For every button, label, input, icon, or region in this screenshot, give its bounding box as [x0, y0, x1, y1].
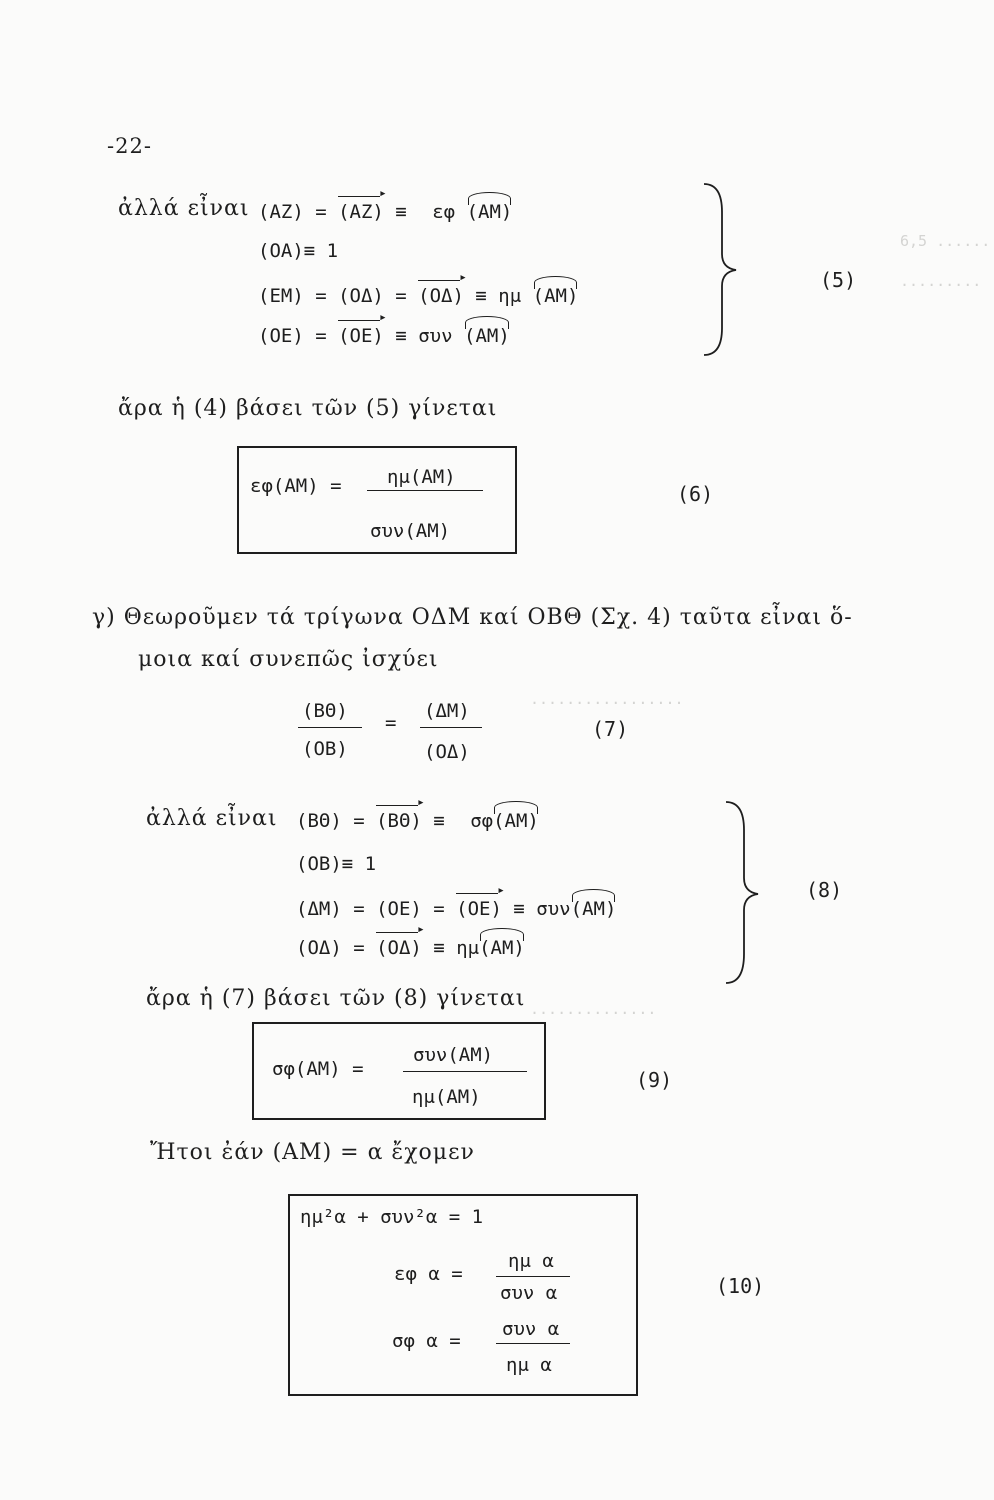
eq7-numerator-2: (ΔM) — [424, 700, 470, 722]
page-number: -22- — [107, 134, 152, 158]
eq7-fraction-bar-2 — [420, 727, 482, 728]
box6-lhs — [250, 475, 342, 497]
box10-cot-numerator: συν α — [502, 1318, 560, 1340]
box10-tan-numerator: ημ α — [508, 1250, 554, 1272]
block5-line-1-lhs: (AZ) = — [258, 201, 327, 223]
block8-line-4-lhs: (OΔ) = — [296, 937, 365, 959]
box10-tan-lhs: εφ α = — [394, 1263, 463, 1285]
block5-line-1-func: εφ — [432, 201, 456, 223]
box9-numerator: συν(AM) — [413, 1044, 494, 1066]
block8-line-1-arc: (AM) — [493, 810, 539, 832]
block5-line-1-vector: (AZ) ▸ — [338, 201, 384, 223]
block5-line-4-arc: (AM) — [464, 325, 510, 347]
block5-line-3-func: ημ — [498, 285, 522, 307]
box10-cot-fraction-bar — [496, 1343, 570, 1344]
block5-line-4-func: συν — [418, 325, 453, 347]
eq7-equals: = — [385, 712, 397, 734]
equation-label-7: (7) — [592, 717, 629, 741]
box6-denominator: συν(AM) — [370, 520, 451, 542]
block5-line-3 — [258, 285, 578, 307]
box10-tan-denominator: συν α — [500, 1282, 558, 1304]
block8-line-1-func: σφ — [470, 810, 494, 832]
equation-label-10: (10) — [716, 1274, 765, 1298]
block8-line-3-vector: (OE) ▸ — [456, 898, 502, 920]
show-through-text: 6,5 ...... — [900, 232, 991, 250]
paragraph-gamma-line-2: μοια καί συνεπῶς ἰσχύει — [138, 647, 439, 672]
equation-label-8: (8) — [806, 878, 843, 902]
block8-line-3-equiv: ≡ — [513, 898, 525, 920]
block8-line-1-lhs: (BΘ) = — [296, 810, 365, 832]
block8-line-3-lhs: (ΔM) = (OE) = — [296, 898, 445, 920]
block8-line-4-equiv: ≡ — [433, 937, 445, 959]
block8-line-4-vector: (OΔ) ▸ — [376, 937, 422, 959]
box10-cot-lhs: σφ α = — [392, 1330, 461, 1352]
block5-line-4-equiv: ≡ — [395, 325, 407, 347]
block8-line-4-func: ημ — [456, 937, 480, 959]
box6-lhs-text: εφ(AM) = — [250, 475, 342, 497]
equation-label-5: (5) — [820, 268, 857, 292]
block5-line-3-arc: (AM) — [532, 285, 579, 307]
block8-line-1-vector: (BΘ) ▸ — [376, 810, 422, 832]
right-brace-5 — [700, 182, 740, 357]
block5-line-4-lhs: (OE) = — [258, 325, 327, 347]
step6-text: ἄρα ἡ (4) βάσει τῶν (5) γίνεται — [118, 396, 498, 421]
block5-line-1-equiv: ≡ — [395, 201, 407, 223]
eq7-denominator-2: (OΔ) — [424, 741, 470, 763]
show-through-text: ......... — [900, 272, 982, 290]
show-through-text: ................. — [530, 690, 684, 708]
show-through-text: .............. — [530, 1000, 657, 1018]
step9-text: ἄρα ἡ (7) βάσει τῶν (8) γίνεται — [146, 986, 526, 1011]
block8-line-3-func: συν — [536, 898, 571, 920]
block8-line-3 — [296, 898, 616, 920]
eq7-denominator-1: (OB) — [302, 738, 348, 760]
box10-identity: ημ²α + συν²α = 1 — [300, 1206, 484, 1228]
eq7-fraction-bar-1 — [298, 727, 362, 728]
box9-fraction-bar — [403, 1071, 527, 1072]
block5-line-3-equiv: ≡ — [475, 285, 487, 307]
paragraph-gamma-line-1: γ) Θεωροῦμεν τά τρίγωνα ΟΔΜ καί ΟΒΘ (Σχ. 4) ταῦτα εἶναι ὅ- — [92, 605, 853, 630]
block5-line-4-vector: (OE) ▸ — [338, 325, 384, 347]
step10-text: Ἤτοι ἐάν (AM) = α ἔχομεν — [150, 1140, 475, 1165]
box6-fraction-bar — [367, 490, 483, 491]
block5-line-3-lhs: (EM) = (OΔ) = — [258, 285, 407, 307]
block5-line-1 — [258, 201, 512, 223]
block5-intro: ἀλλά εἶναι — [118, 196, 250, 221]
block8-line-3-arc: (AM) — [570, 898, 617, 920]
block8-line-2: (OB)≡ 1 — [296, 853, 377, 875]
right-brace-8 — [722, 800, 762, 985]
box9-lhs: σφ(AM) = — [272, 1058, 364, 1080]
block5-line-2: (OA)≡ 1 — [258, 240, 339, 262]
box6-numerator: ημ(AM) — [387, 466, 456, 488]
block8-line-4 — [296, 937, 525, 959]
block5-line-3-vector: (OΔ) ▸ — [418, 285, 464, 307]
equation-label-9: (9) — [636, 1068, 673, 1092]
block5-line-1-arc: (AM) — [466, 201, 513, 223]
block8-line-4-arc: (AM) — [479, 937, 525, 959]
eq7-numerator-1: (BΘ) — [302, 700, 348, 722]
box9-denominator: ημ(AM) — [412, 1086, 481, 1108]
equation-label-6: (6) — [677, 482, 714, 506]
block8-line-1 — [296, 810, 539, 832]
box10-tan-fraction-bar — [496, 1276, 570, 1277]
box10-cot-denominator: ημ α — [506, 1354, 552, 1376]
block8-intro: ἀλλά εἶναι — [146, 806, 278, 831]
block5-line-4 — [258, 325, 510, 347]
block8-line-1-equiv: ≡ — [433, 810, 445, 832]
